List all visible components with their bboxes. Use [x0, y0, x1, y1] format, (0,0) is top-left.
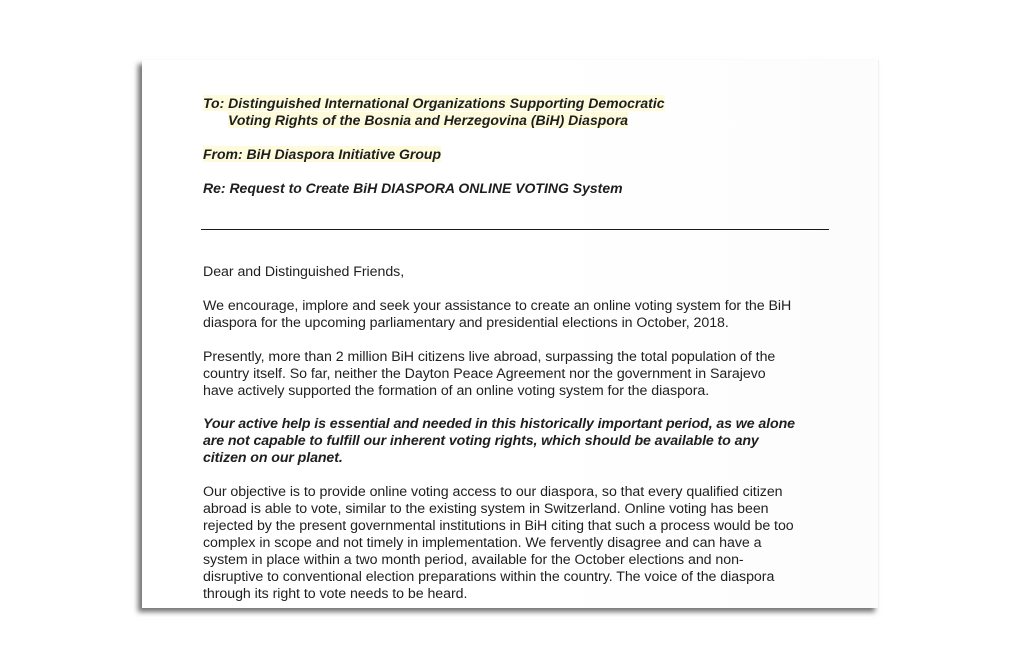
memo-subject: [203, 180, 623, 197]
memo-from: [203, 146, 441, 163]
paragraph-line: rejected by the present governmental institutions in BiH citing that such a process would be too: [203, 518, 794, 534]
memo-to: [203, 95, 665, 129]
paragraph-line: complex in scope and not timely in implementation. We fervently disagree and can have a: [203, 535, 762, 551]
header-divider: [201, 229, 829, 230]
paragraph-line: disruptive to conventional election preparations within the country. The voice of the diaspora: [203, 569, 775, 585]
paragraph-line: Our objective is to provide online voting access to our diaspora, so that every qualified citizen: [203, 484, 783, 500]
paragraph-line: are not capable to fulfill our inherent voting rights, which should be available to any: [203, 433, 759, 449]
memo-to-line-1: To: Distinguished International Organizations Supporting Democratic: [203, 95, 665, 111]
paragraph-line: through its right to vote needs to be heard.: [203, 586, 468, 602]
paragraph-context: [203, 349, 833, 400]
paragraph-line: system in place within a two month period, available for the October elections and non-: [203, 552, 744, 568]
paragraph-line: Presently, more than 2 million BiH citizens live abroad, surpassing the total population of the: [203, 349, 776, 365]
salutation: Dear and Distinguished Friends,: [203, 264, 405, 280]
paragraph-line: have actively supported the formation of an online voting system for the diaspora.: [203, 383, 710, 399]
paragraph-request: [203, 298, 833, 332]
document-page: [142, 60, 879, 608]
paragraph-objective: [203, 484, 833, 603]
memo-subject-text: Re: Request to Create BiH DIASPORA ONLINE VOTING System: [203, 180, 623, 196]
paragraph-line: abroad is able to vote, similar to the existing system in Switzerland. Online voting has been: [203, 501, 769, 517]
paragraph-line: country itself. So far, neither the Dayton Peace Agreement nor the government in Sarajevo: [203, 366, 766, 382]
paragraph-emphasis: [203, 416, 833, 467]
paragraph-line: Your active help is essential and needed in this historically important period, as we alone: [203, 416, 795, 432]
paragraph-line: citizen on our planet.: [203, 450, 343, 466]
paragraph-line: diaspora for the upcoming parliamentary and presidential elections in October, 2018.: [203, 315, 729, 331]
memo-to-line-2: Voting Rights of the Bosnia and Herzegovina (BiH) Diaspora: [228, 112, 629, 128]
paragraph-line: We encourage, implore and seek your assistance to create an online voting system for the BiH: [203, 298, 792, 314]
memo-from-text: From: BiH Diaspora Initiative Group: [203, 146, 442, 162]
